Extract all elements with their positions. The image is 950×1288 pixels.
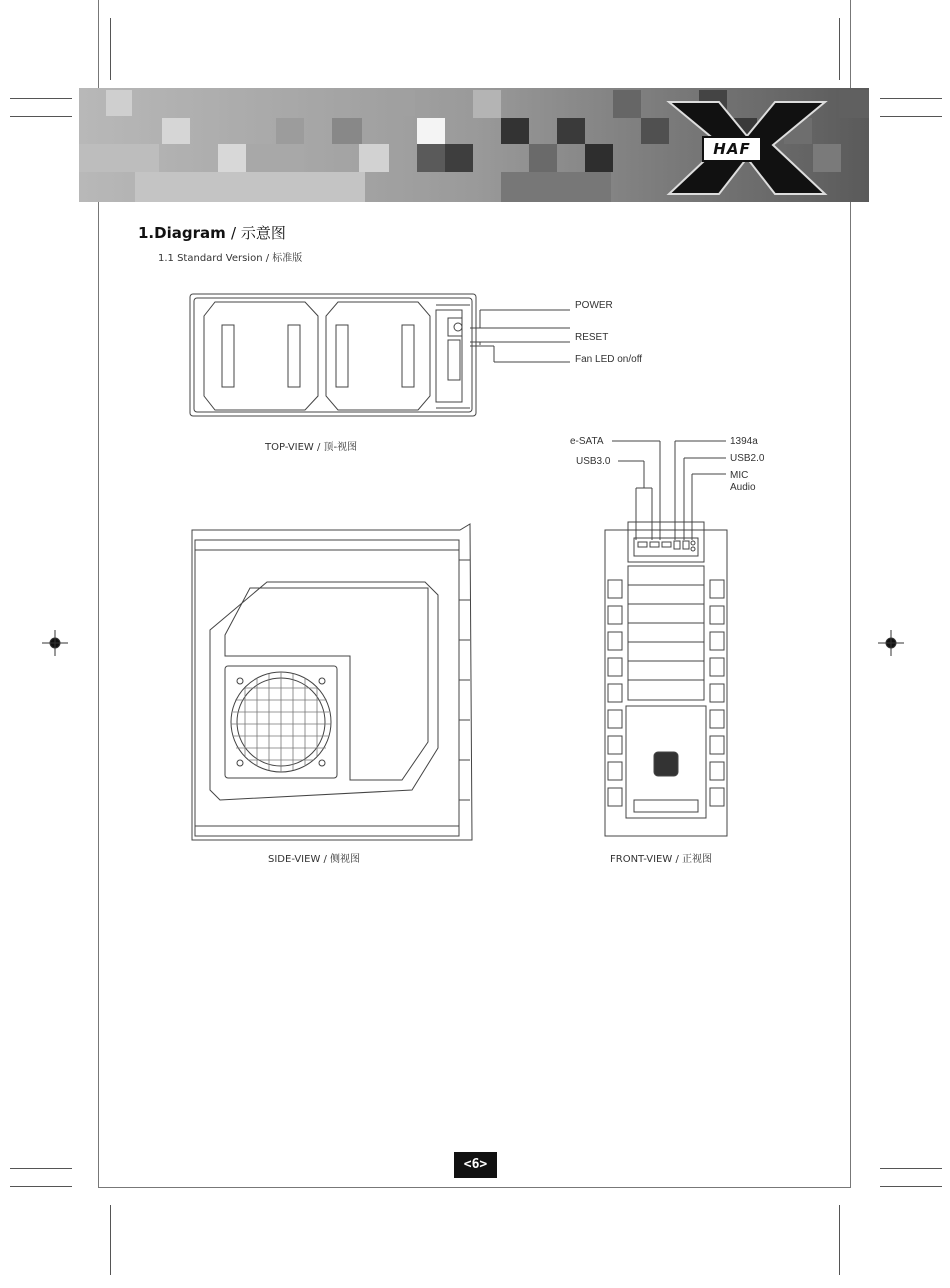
label-1394a: 1394a — [730, 436, 758, 447]
caption-side-view: SIDE-VIEW / 侧视图 — [268, 854, 361, 865]
section-title-cn: 示意图 — [240, 224, 286, 242]
logo-text: HAF — [702, 136, 762, 162]
label-esata: e-SATA — [570, 436, 604, 447]
label-audio: Audio — [730, 482, 756, 493]
section-title: 1.Diagram / 示意图 — [138, 224, 286, 242]
label-fan-led: Fan LED on/off — [575, 354, 643, 365]
label-reset: RESET — [575, 332, 609, 343]
side-view-drawing — [192, 524, 472, 840]
caption-front-view: FRONT-VIEW / 正视图 — [610, 854, 712, 865]
label-usb2: USB2.0 — [730, 453, 765, 464]
top-view-drawing — [190, 294, 570, 416]
fan-mesh — [231, 672, 331, 772]
caption-top-view: TOP-VIEW / 顶-视图 — [265, 442, 358, 453]
section-title-en: 1.Diagram — [138, 224, 226, 242]
page-number: <6> — [454, 1152, 497, 1178]
label-power: POWER — [575, 300, 613, 311]
section-subtitle: 1.1 Standard Version / 标准版 — [158, 253, 303, 264]
label-mic: MIC — [730, 470, 749, 481]
label-usb3: USB3.0 — [576, 456, 611, 467]
front-view-drawing — [605, 441, 727, 836]
